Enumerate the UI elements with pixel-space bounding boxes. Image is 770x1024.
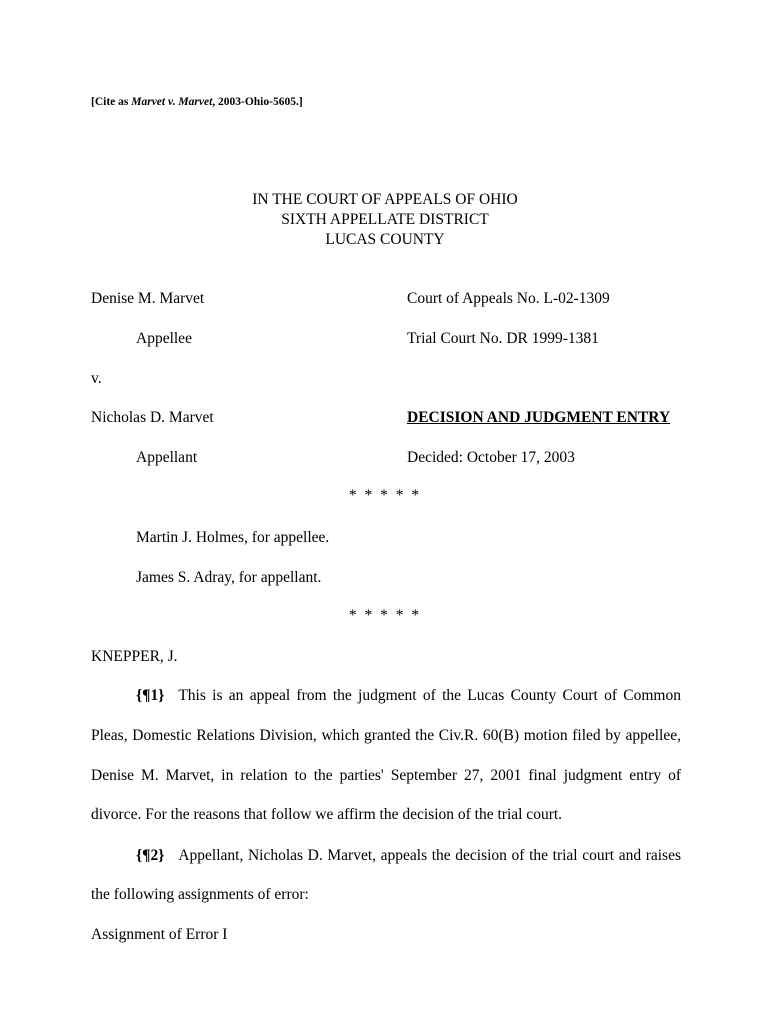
judge-name: KNEPPER, J.	[91, 648, 178, 665]
paragraph-2-line-1	[136, 846, 681, 866]
assignment-heading: Assignment of Error I	[91, 926, 228, 943]
citation-line	[91, 92, 303, 112]
versus-label: v.	[91, 370, 102, 387]
court-district: SIXTH APPELLATE DISTRICT	[281, 211, 489, 228]
paragraph-2-line-2: the following assignments of error:	[91, 886, 309, 903]
appellant-role: Appellant	[136, 449, 198, 466]
court-county: LUCAS COUNTY	[325, 231, 445, 248]
citation-prefix: [Cite as	[91, 96, 132, 108]
decided-date: Decided: October 17, 2003	[407, 449, 575, 466]
paragraph-1-line-3: Denise M. Marvet, in relation to the parties' September 27, 2001 final judgment entry of	[91, 767, 681, 784]
appellant-name: Nicholas D. Marvet	[91, 409, 214, 426]
paragraph-2-number: {¶2}	[136, 847, 165, 864]
paragraph-1-line-4: divorce. For the reasons that follow we affirm the decision of the trial court.	[91, 806, 563, 823]
court-name: IN THE COURT OF APPEALS OF OHIO	[252, 191, 518, 208]
entry-title: DECISION AND JUDGMENT ENTRY	[407, 409, 671, 426]
paragraph-1-number: {¶1}	[136, 687, 165, 704]
paragraph-2-text-1: Appellant, Nicholas D. Marvet, appeals the decision of the trial court and raises	[178, 847, 681, 864]
citation-case-name: Marvet v. Marvet	[131, 96, 213, 108]
appellee-name: Denise M. Marvet	[91, 290, 205, 307]
paragraph-1-line-1	[136, 686, 681, 706]
appellee-role: Appellee	[136, 330, 192, 347]
counsel-appellee: Martin J. Holmes, for appellee.	[136, 529, 330, 546]
appeals-case-number: Court of Appeals No. L-02-1309	[407, 290, 610, 307]
trial-case-number: Trial Court No. DR 1999-1381	[407, 330, 599, 347]
separator-bottom: * * * * *	[348, 607, 422, 624]
citation-suffix: , 2003-Ohio-5605.]	[212, 96, 303, 108]
separator-top: * * * * *	[348, 487, 422, 504]
paragraph-1-text-1: This is an appeal from the judgment of the Lucas County Court of Common	[178, 687, 681, 704]
counsel-appellant: James S. Adray, for appellant.	[136, 569, 322, 586]
paragraph-1-line-2: Pleas, Domestic Relations Division, which granted the Civ.R. 60(B) motion filed by appellee,	[91, 727, 681, 744]
